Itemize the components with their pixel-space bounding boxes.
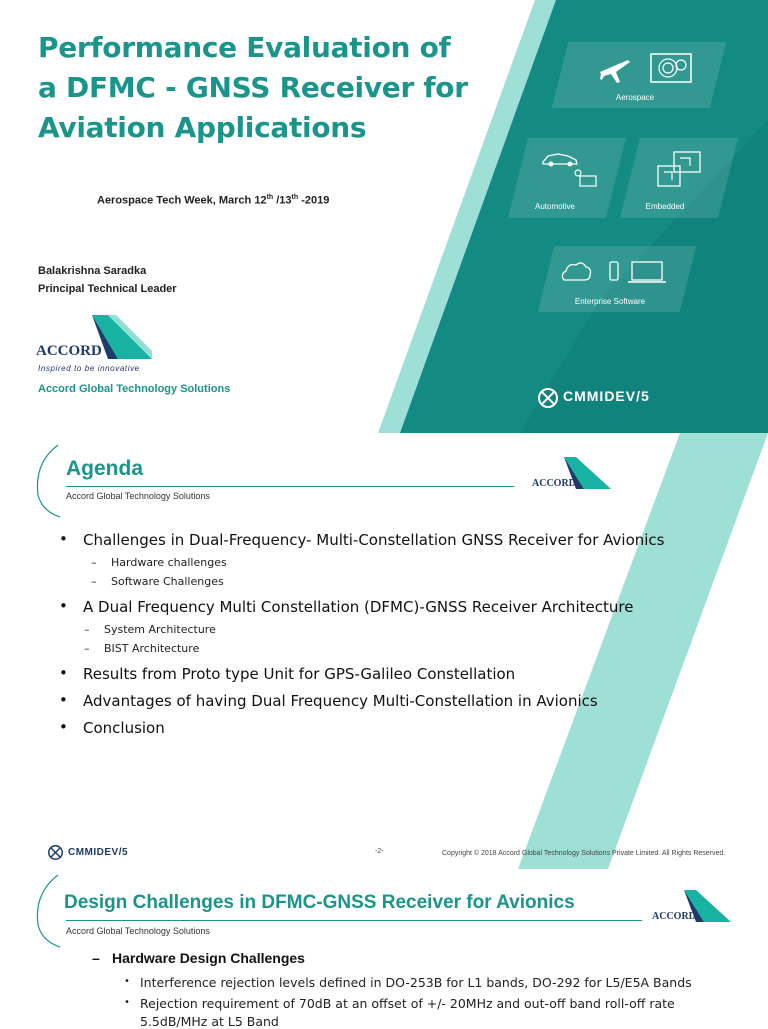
agenda-item: • A Dual Frequency Multi Constellation (DFMC)-GNSS Receiver Architecture	[59, 597, 634, 616]
airplane-icon	[596, 54, 632, 86]
challenge-item: • Rejection requirement of 70dB at an offset of +/- 20MHz and out-off band roll-off rate	[124, 996, 675, 1011]
cmmi-badge: CMMIDEV/5	[563, 388, 650, 404]
cmmi-emblem-icon	[538, 388, 558, 408]
accord-logo-small: ACCORD	[532, 456, 612, 490]
agenda-item: • Results from Proto type Unit for GPS-Galileo Constellation	[59, 664, 516, 683]
copyright: Copyright © 2018 Accord Global Technology Solutions Private Limited. All Rights Reserved.	[442, 850, 726, 857]
map-pin-icon	[572, 168, 598, 188]
page-number: -2-	[375, 848, 384, 855]
tile-label-enterprise: Enterprise Software	[574, 297, 646, 306]
agenda-subitem: – System Architecture	[84, 623, 216, 636]
agenda-title: Agenda	[66, 457, 144, 480]
title-slide	[0, 0, 768, 433]
title-rule	[66, 486, 514, 487]
section-heading: – Hardware Design Challenges	[92, 950, 305, 966]
cloud-device-icon	[560, 258, 674, 286]
agenda-subitem: – BIST Architecture	[84, 642, 200, 655]
agenda-subtitle: Accord Global Technology Solutions	[66, 491, 210, 501]
event-line: Aerospace Tech Week, March 12th /13th -2019	[97, 194, 330, 207]
tile-label-embedded: Embedded	[645, 202, 685, 211]
slide3-title: Design Challenges in DFMC-GNSS Receiver for Avionics	[64, 892, 575, 913]
cmmi-footer-badge: CMMIDEV/5	[68, 847, 129, 858]
car-icon	[540, 150, 580, 168]
accord-logo-small: ACCORD	[652, 889, 732, 923]
radar-icon	[650, 53, 692, 83]
agenda-subitem: – Software Challenges	[91, 575, 224, 588]
circuit-icon	[656, 150, 702, 188]
challenge-item-continued: 5.5dB/MHz at L5 Band	[140, 1014, 279, 1029]
agenda-item: • Advantages of having Dual Frequency Multi-Constellation in Avionics	[59, 691, 598, 710]
agenda-item: • Conclusion	[59, 718, 165, 737]
title-rule	[66, 920, 642, 921]
presentation-title: Performance Evaluation of a DFMC - GNSS Receiver for Aviation Applications	[38, 31, 468, 144]
tile-label-aerospace: Aerospace	[615, 93, 655, 102]
agenda-item: • Challenges in Dual-Frequency- Multi-Constellation GNSS Receiver for Avionics	[59, 530, 665, 549]
accord-logo: ACCORD	[36, 313, 166, 375]
author-block	[38, 262, 177, 298]
tile-label-automotive: Automotive	[534, 202, 576, 211]
company-name: Accord Global Technology Solutions	[38, 383, 231, 395]
tagline: Inspired to be innovative	[38, 364, 140, 373]
challenge-item: • Interference rejection levels defined in DO-253B for L1 bands, DO-292 for L5/E5A Bands	[124, 975, 692, 990]
agenda-subitem: – Hardware challenges	[91, 556, 227, 569]
cmmi-emblem-small-icon	[48, 845, 63, 860]
author-name: Balakrishna Saradka	[38, 265, 147, 277]
slide3-subtitle: Accord Global Technology Solutions	[66, 926, 210, 936]
author-role: Principal Technical Leader	[38, 283, 177, 295]
